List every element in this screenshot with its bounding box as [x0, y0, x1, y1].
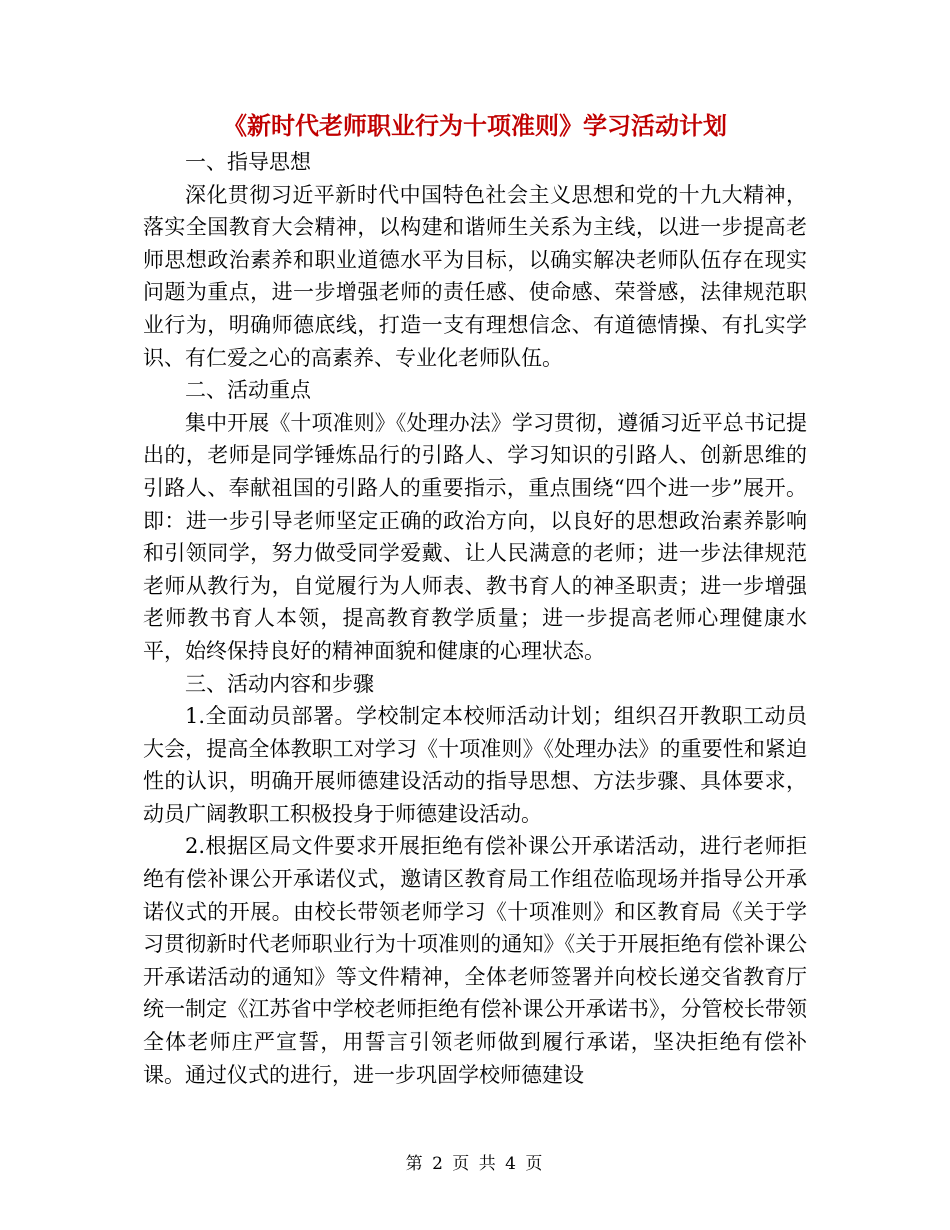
paragraph-step-2: 2.根据区局文件要求开展拒绝有偿补课公开承诺活动，进行老师拒绝有偿补课公开承诺仪式，邀请区教育局工作组莅临现场并指导公开承诺仪式的开展。由校长带领老师学习《十项准则》和区教育局《关于学习贯彻新时代老师职业行为十项准则的通知》《关于开展拒绝有偿补课公开承诺活动的通知》等文件精神，全体老师签署并向校长递交省教育厅统一制定《江苏省中学校老师拒绝有偿补课公开承诺书》，分管校长带领全体老师庄严宣誓，用誓言引领老师做到履行承诺，坚决拒绝有偿补课。通过仪式的进行，进一步巩固学校师德建设 — [143, 834, 807, 1087]
paragraph-step-1: 1.全面动员部署。学校制定本校师活动计划；组织召开教职工动员大会，提高全体教职工对学习《十项准则》《处理办法》的重要性和紧迫性的认识，明确开展师德建设活动的指导思想、方法步骤、具体要求，动员广阔教职工积极投身于师德建设活动。 — [143, 704, 807, 826]
page-footer: 第 2 页 共 4 页 — [405, 1154, 545, 1174]
section-heading-content-steps: 三、活动内容和步骤 — [185, 671, 374, 696]
paragraph-guiding-thought: 深化贯彻习近平新时代中国特色社会主义思想和党的十九大精神，落实全国教育大会精神，以构建和谐师生关系为主线，以进一步提高老师思想政治素养和职业道德水平为目标，以确实解决老师队伍存在现实问题为重点，进一步增强老师的责任感、使命感、荣誉感，法律规范职业行为，明确师德底线，打造一支有理想信念、有道德情操、有扎实学识、有仁爱之心的高素养、专业化老师队伍。 — [143, 182, 807, 370]
document-body — [143, 146, 807, 1091]
document-title: 《新时代老师职业行为十项准则》学习活动计划 — [223, 111, 727, 140]
paragraph-activity-focus: 集中开展《十项准则》《处理办法》学习贯彻，遵循习近平总书记提出的，老师是同学锤炼品行的引路人、学习知识的引路人、创新思维的引路人、奉献祖国的引路人的重要指示，重点围绕“四个进一步”展开。即：进一步引导老师坚定正确的政治方向，以良好的思想政治素养影响和引领同学，努力做受同学爱戴、让人民满意的老师；进一步法律规范老师从教行为，自觉履行为人师表、教书育人的神圣职责；进一步增强老师教书育人本领，提高教育教学质量；进一步提高老师心理健康水平，始终保持良好的精神面貌和健康的心理状态。 — [143, 410, 807, 663]
section-heading-activity-focus: 二、活动重点 — [185, 378, 311, 403]
section-heading-guiding-thought: 一、指导思想 — [185, 150, 311, 174]
